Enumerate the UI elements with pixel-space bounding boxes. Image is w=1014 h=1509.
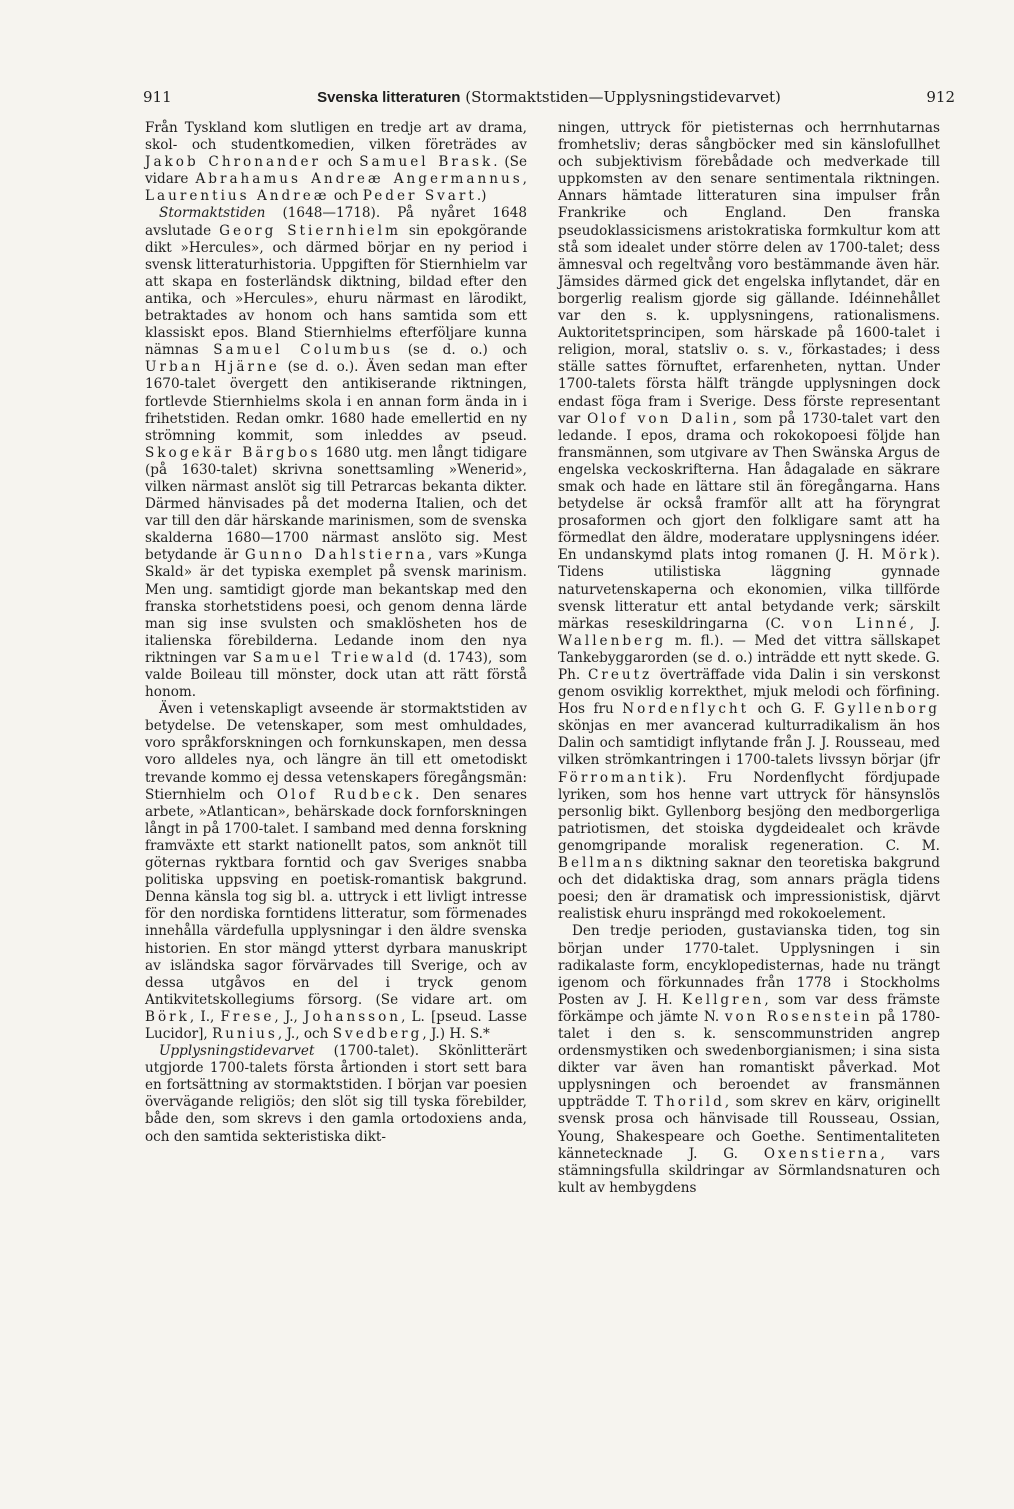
- text-run: och G. F.: [749, 701, 834, 718]
- spaced-name: von Rosenstein: [724, 1008, 873, 1025]
- text-run: . Den senares arbete, »Atlantican», behärskade dock fornforskningen långt in på 1700-talet. I samband med denna forskning framväxte ett starkt nationellt patos, som anknöt till göternas ryktbara forntid och gav Sveriges snabba politiska uppsving en poetisk-romantisk bakgrund. Denna känsla tog sig bl. a. uttryck i ett livligt intresse för den nordiska forntidens litteratur, som förmenades innehålla värdefulla upplysningar i den äldre svenska historien. En stor mängd ytterst dyrbara manuskript av isländska sagor förvärvades till Sverige, och av dessa utgåvos en del i tryck genom Antikvitetskollegiums försorg. (Se vidare art. om: [145, 786, 527, 1008]
- text-run: , J.: [909, 615, 940, 632]
- text-run: ). Tidens utilistiska läggning gynnade naturvetenskaperna och ekonomien, vilka tillförde svensk litteratur ett antal betydande verk; särskilt märkas reseskildringarna (C.: [558, 547, 940, 632]
- spaced-name: Gyllenborg: [833, 701, 940, 718]
- text-run: och: [321, 154, 360, 171]
- spaced-name: Mörk: [881, 547, 931, 564]
- text-run: (d. 1743), som valde Boileau till mönster, dock utan att rätt förstå honom.: [145, 649, 527, 701]
- spaced-name: Frese: [220, 1008, 275, 1025]
- spaced-name: Börk: [145, 1008, 190, 1025]
- text-run: skönjas en mer avancerad kulturradikalism än hos Dalin och samtidigt inflytande från J. J. Rousseau, med vilken strömkantringen i 1700-talets livssyn börjar (jfr: [558, 718, 940, 769]
- spaced-name: Abrahamus Andreæ Angermannus: [195, 171, 523, 188]
- text-run: , L. [pseud. Lasse Lucidor],: [145, 1008, 527, 1042]
- text-run: .): [476, 188, 487, 205]
- paragraph: [558, 923, 940, 1197]
- spaced-name: Svedberg: [332, 1025, 423, 1042]
- text-run: . (Se vidare: [145, 154, 527, 188]
- spaced-name: Samuel Brask: [359, 154, 494, 171]
- section-heading: Upplysningstidevarvet: [159, 1043, 315, 1060]
- text-run: m. fl.). — Med det vittra sällskapet Tankebyggarorden (se d. o.) inträdde ett nytt skede. G. Ph.: [558, 632, 940, 683]
- text-run: , som var dess främste förkämpe och jämte N.: [558, 991, 940, 1025]
- text-run: ,: [522, 171, 527, 188]
- spaced-name: Samuel Columbus: [213, 342, 394, 359]
- text-run: , I.,: [189, 1008, 221, 1025]
- text-run: (1648—1718). På nyåret 1648 avslutade: [145, 205, 527, 239]
- running-header: [143, 88, 955, 114]
- spaced-name: von Linné: [802, 615, 910, 632]
- text-run: , som på 1730-talet vart den ledande. I epos, drama och rokokopoesi följde han fransmännen, som utgivare av Then Swänska Argus de engelska veckoskrifterna. Han ådagalade en säkrare smak och hade en lättare stil än föregångarna. Hans betydelse är också framför allt att ha föryngrat prosaformen och gjort den folkligare samt att ha förmedlat den äldre, moderatare upplysningens idéer. En undanskymd plats intog romanen (J. H.: [558, 410, 941, 564]
- text-run: Från Tyskland kom slutligen en tredje art av drama, skol- och studentkomedien, vilken företrädes av: [145, 120, 527, 154]
- spaced-name: Georg Stiernhielm: [219, 222, 401, 239]
- text-run: Den tredje perioden, gustavianska tiden, tog sin början under 1770-talet. Upplysningen i sin radikalaste form, encyklopedisternas, hade nu trängt igenom och förkunnades från 1778 i Stockholms Posten av J. H.: [558, 923, 940, 1008]
- spaced-name: Kellgren: [681, 991, 765, 1008]
- text-run: , vars »Kunga Skald» är det typiska exemplet på svensk marinism. Men ung. samtidigt gjorde man bekantskap med den franska storhetstidens poesi, och genom denna lärde man sig inse svulsten och smaklösheten hos de italienska förebilderna. Ledande inom den nya riktningen var: [145, 547, 527, 666]
- spaced-name: Skogekär Bärgbos: [145, 444, 321, 461]
- text-run: sin epokgörande dikt »Hercules», och därmed börjar en ny period i svensk litteraturhistoria. Uppgiften för Stiernhielm var att skapa en fosterländsk diktning, bildad efter den antika, och »Hercules», ehuru närmast en lärodikt, betraktades av honom och hans samtida som ett klassiskt epos. Bland Stiernhielms efterföljare kunna nämnas: [145, 222, 528, 359]
- text-run: , J.) H. S.*: [422, 1025, 490, 1042]
- text-run: ). Fru Nordenflycht fördjupade lyriken, som hos henne vart uttryck för hänsynslös personlig bikt. Gyllenborg besjöng den medborgerliga patriotismen, det stoiska dygdeidealet och krävde genomgripande moralisk regeneration. C. M.: [558, 769, 940, 854]
- spaced-name: Thorild: [653, 1094, 725, 1111]
- text-run: , vars stämningsfulla skildringar av Sörmlandsnaturen och kult av hembygdens: [558, 1145, 940, 1196]
- page-number-left: 911: [143, 88, 172, 106]
- text-run: 1680 utg. men långt tidigare (på 1630-talet) skrivna sonettsamling »Wenerid», vilken närmast anslöt sig till Petrarcas bekanta dikter. Därmed hänvisades på det moderna Italien, och det var till den där härskande marinismen, som de svenska skalderna 1680—1700 närmast anslöto sig. Mest betydande är: [145, 444, 528, 564]
- spaced-name: Peder Svart: [362, 188, 477, 205]
- text-run: på 1780-talet i den s. k. senscommunstriden angrep ordensmystiken och swedenborgianismen; i sina sista dikter var även han romantiskt påverkad. Mot upplysningen och beroendet av fransmännen uppträdde T.: [558, 1008, 941, 1111]
- text-run: , J., och: [277, 1025, 333, 1042]
- spaced-name: Bellmans: [558, 855, 646, 872]
- left-column: [145, 120, 527, 1146]
- paragraph: [145, 205, 527, 701]
- spaced-name: Oxenstierna: [763, 1145, 881, 1162]
- spaced-name: Johansson: [303, 1008, 402, 1025]
- text-run: överträffade vida Dalin i sin verskonst genom osviklig korrekthet, mjuk melodi och förfining. Hos fru: [558, 667, 940, 718]
- spaced-name: Urban Hjärne: [145, 359, 280, 376]
- page-number-right: 912: [926, 88, 955, 106]
- spaced-name: Gunno Dahlstierna: [244, 547, 428, 564]
- paragraph: [145, 701, 527, 1043]
- spaced-name: Laurentius Andreæ: [145, 188, 330, 205]
- paragraph: [145, 1043, 527, 1146]
- spaced-name: Wallenberg: [558, 632, 667, 649]
- section-heading: Stormaktstiden: [159, 205, 266, 222]
- paragraph: [558, 120, 940, 923]
- text-run: Även i vetenskapligt avseende är stormaktstiden av betydelse. De vetenskaper, som mest omhuldades, voro språkforskningen och fornkunskapen, men dessa voro alldeles nya, och längre än till ett ometodiskt trevande kommo ej dessa vetenskapers föregångsmän: Stiernhielm och: [145, 701, 527, 803]
- spaced-name: Förromantik: [558, 769, 677, 786]
- text-run: (se d. o.). Även sedan man efter 1670-talet övergett den antikiserande riktningen, fortlevde Stiernhielms skola i en annan form ända in i frihetstiden. Redan omkr. 1680 hade emellertid en ny strömning kommit, som inleddes av pseud.: [145, 359, 527, 444]
- header-subtitle: (Stormaktstiden—Upplysningstidevarvet): [465, 88, 781, 106]
- spaced-name: Creutz: [587, 667, 653, 683]
- spaced-name: Nordenflycht: [622, 701, 750, 718]
- text-run: , som skrev en kärv, originellt svensk prosa och hänvisade till Rousseau, Ossian, Young, Shakespeare och Goethe. Sentimentaliteten kännetecknade J. G.: [558, 1094, 940, 1162]
- text-run: och: [329, 188, 363, 205]
- spaced-name: Samuel Triewald: [252, 649, 417, 666]
- right-column: [558, 120, 940, 1197]
- spaced-name: Jakob Chronander: [145, 154, 322, 171]
- spaced-name: Runius: [212, 1025, 278, 1042]
- spaced-name: Olof Rudbeck: [276, 786, 416, 803]
- text-run: (se d. o.) och: [393, 342, 527, 359]
- text-run: diktning saknar den teoretiska bakgrund och det didaktiska drag, som annars prägla tidens poesi; den är dramatisk och impressionistisk, djärvt realistisk ehuru insprängd med rokokoelement.: [558, 855, 940, 923]
- text-run: ningen, uttryck för pietisternas och herrnhutarnas fromhetsliv; deras sångböcker med sin känslofullhet och subjektivism förebådade och medverkade till uppkomsten av den senare sentimentala riktningen. Annars hämtade litteraturen sina impulser från Frankrike och England. Den franska pseudoklassicismens aristokratiska formkultur kom att stå som idealet under större delen av 1700-talet; dess ämnesval och regeltvång voro bestämmande även här. Jämsides därmed gick det engelska inflytandet, där en borgerlig realism gjorde sig gällande. Idéinnehållet var den s. k. upplysningens, rationalismens. Auktoritetsprincipen, som härskade på 1600-talet i religion, moral, statsliv o. s. v., förkastades; i dess ställe sattes förnuftet, erfarenheten, nyttan. Under 1700-talets första hälft trängde upplysningen dock endast föga fram i Sverige. Dess förste representant var: [558, 120, 940, 427]
- text-run: (1700-talet). Skönlitterärt utgjorde 1700-talets första årtionden i stort sett bara en fortsättning av stormaktstiden. I början var poesien övervägande religiös; den slöt sig till tyska förebilder, både den, som skrevs i den gamla ortodoxiens anda, och den samtida sekteristiska dikt-: [145, 1043, 527, 1145]
- text-run: , J.,: [274, 1008, 304, 1025]
- spaced-name: Olof von Dalin: [587, 410, 733, 427]
- paragraph: [145, 120, 527, 205]
- header-title-block: [143, 88, 955, 106]
- header-title: Svenska litteraturen: [317, 89, 461, 106]
